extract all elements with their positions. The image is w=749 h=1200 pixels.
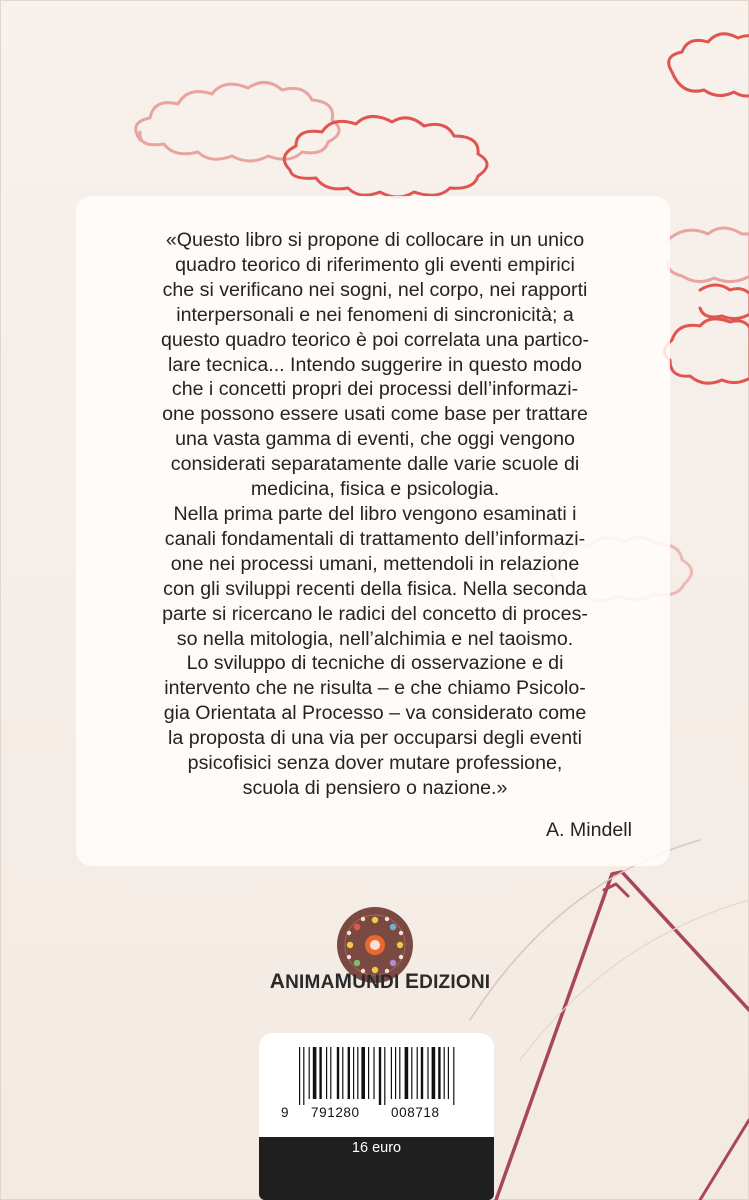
barcode-bar	[326, 1047, 327, 1099]
barcode-bar	[368, 1047, 369, 1099]
barcode-bar	[313, 1047, 317, 1099]
blurb-line: questo quadro teorico è poi correlata una partico-	[160, 328, 590, 351]
blurb-line: so nella mitologia, nell’alchimia e nel taoismo.	[176, 627, 574, 650]
barcode-bar	[421, 1047, 423, 1099]
price-label	[259, 1137, 494, 1200]
blurb-line: interpersonali e nei fenomeni di sincronicità; a	[176, 303, 574, 326]
barcode-bar	[379, 1047, 381, 1105]
blurb-line: Nella prima parte del libro vengono esaminati i	[173, 502, 577, 525]
cloud-illustration	[700, 285, 749, 319]
blurb-line: Lo sviluppo di tecniche di osservazione e di	[186, 652, 564, 675]
barcode-bar	[411, 1047, 412, 1099]
publisher-name: ANIMAMUNDI EDIZIONI	[269, 970, 491, 993]
barcode-bar	[330, 1047, 331, 1099]
blurb-line: one possono essere usati come base per trattare	[162, 403, 588, 426]
blurb-line: medicina, fisica e psicologia.	[250, 478, 500, 501]
barcode-bar	[357, 1047, 358, 1099]
barcode-bar	[361, 1047, 365, 1099]
blurb-line: intervento che ne risulta – e che chiamo Psicolo-	[164, 677, 586, 700]
blurb-line: psicofisici senza dover mutare professione,	[187, 752, 563, 775]
barcode-bar	[399, 1047, 400, 1099]
barcode-bar	[309, 1047, 310, 1099]
blurb-line: scuola di pensiero o nazione.»	[242, 776, 508, 799]
barcode-bar	[342, 1047, 343, 1099]
price-text: 16 euro	[351, 1140, 402, 1156]
cloud-illustration	[284, 116, 487, 197]
blurb-line: che i concetti propri dei processi dell’informazi-	[171, 378, 579, 401]
pyramid-drawing	[496, 872, 749, 1200]
blurb-line: gia Orientata al Processo – va considerato come	[163, 702, 587, 725]
cloud-illustration	[669, 34, 749, 96]
blurb-line: quadro teorico di riferimento gli eventi empirici	[175, 253, 575, 276]
barcode-bar	[337, 1047, 339, 1099]
barcode-label: 9 791280 008718	[259, 1033, 494, 1137]
barcode-bar	[348, 1047, 350, 1099]
barcode-icon	[299, 1047, 455, 1105]
blurb-line: considerati separatamente dalle varie scuole di	[170, 453, 580, 476]
barcode-bar	[438, 1047, 440, 1099]
barcode-bar	[444, 1047, 445, 1099]
blurb-line: che si verificano nei sogni, nel corpo, nei rapporti	[162, 278, 588, 301]
barcode-bar	[391, 1047, 392, 1099]
blurb-line: una vasta gamma di eventi, che oggi vengono	[175, 428, 575, 451]
blurb-line: la proposta di una via per occuparsi degli eventi	[168, 727, 582, 750]
barcode-bar	[384, 1047, 385, 1105]
cloud-illustration	[136, 82, 339, 161]
blurb-line: one nei processi umani, mettendoli in relazione	[170, 552, 580, 575]
barcode-bar	[432, 1047, 436, 1099]
back-cover-blurb	[92, 228, 658, 801]
barcode-bar	[303, 1047, 304, 1105]
barcode-bar	[427, 1047, 428, 1099]
blurb-line: lare tecnica... Intendo suggerire in questo modo	[168, 353, 582, 376]
barcode-bar	[417, 1047, 418, 1099]
barcode-bar	[453, 1047, 454, 1105]
blurb-line: con gli sviluppi recenti della fisica. Nella seconda	[163, 577, 587, 600]
barcode-bar	[319, 1047, 321, 1099]
barcode-bar	[405, 1047, 409, 1099]
barcode-bar	[395, 1047, 396, 1099]
blurb-line: «Questo libro si propone di collocare in un unico	[165, 229, 585, 251]
barcode-bar	[299, 1047, 300, 1105]
barcode-bar	[373, 1047, 374, 1099]
barcode-bar	[448, 1047, 449, 1099]
pyramid-drawing	[700, 1120, 749, 1200]
cloud-illustration	[664, 319, 749, 383]
blurb-line: canali fondamentali di trattamento dell’informazi-	[164, 527, 586, 550]
cloud-illustration	[668, 228, 749, 282]
blurb-line: parte si ricercano le radici del concetto di proces-	[162, 602, 588, 625]
barcode-bar	[353, 1047, 354, 1099]
author-signature: A. Mindell	[545, 819, 632, 841]
